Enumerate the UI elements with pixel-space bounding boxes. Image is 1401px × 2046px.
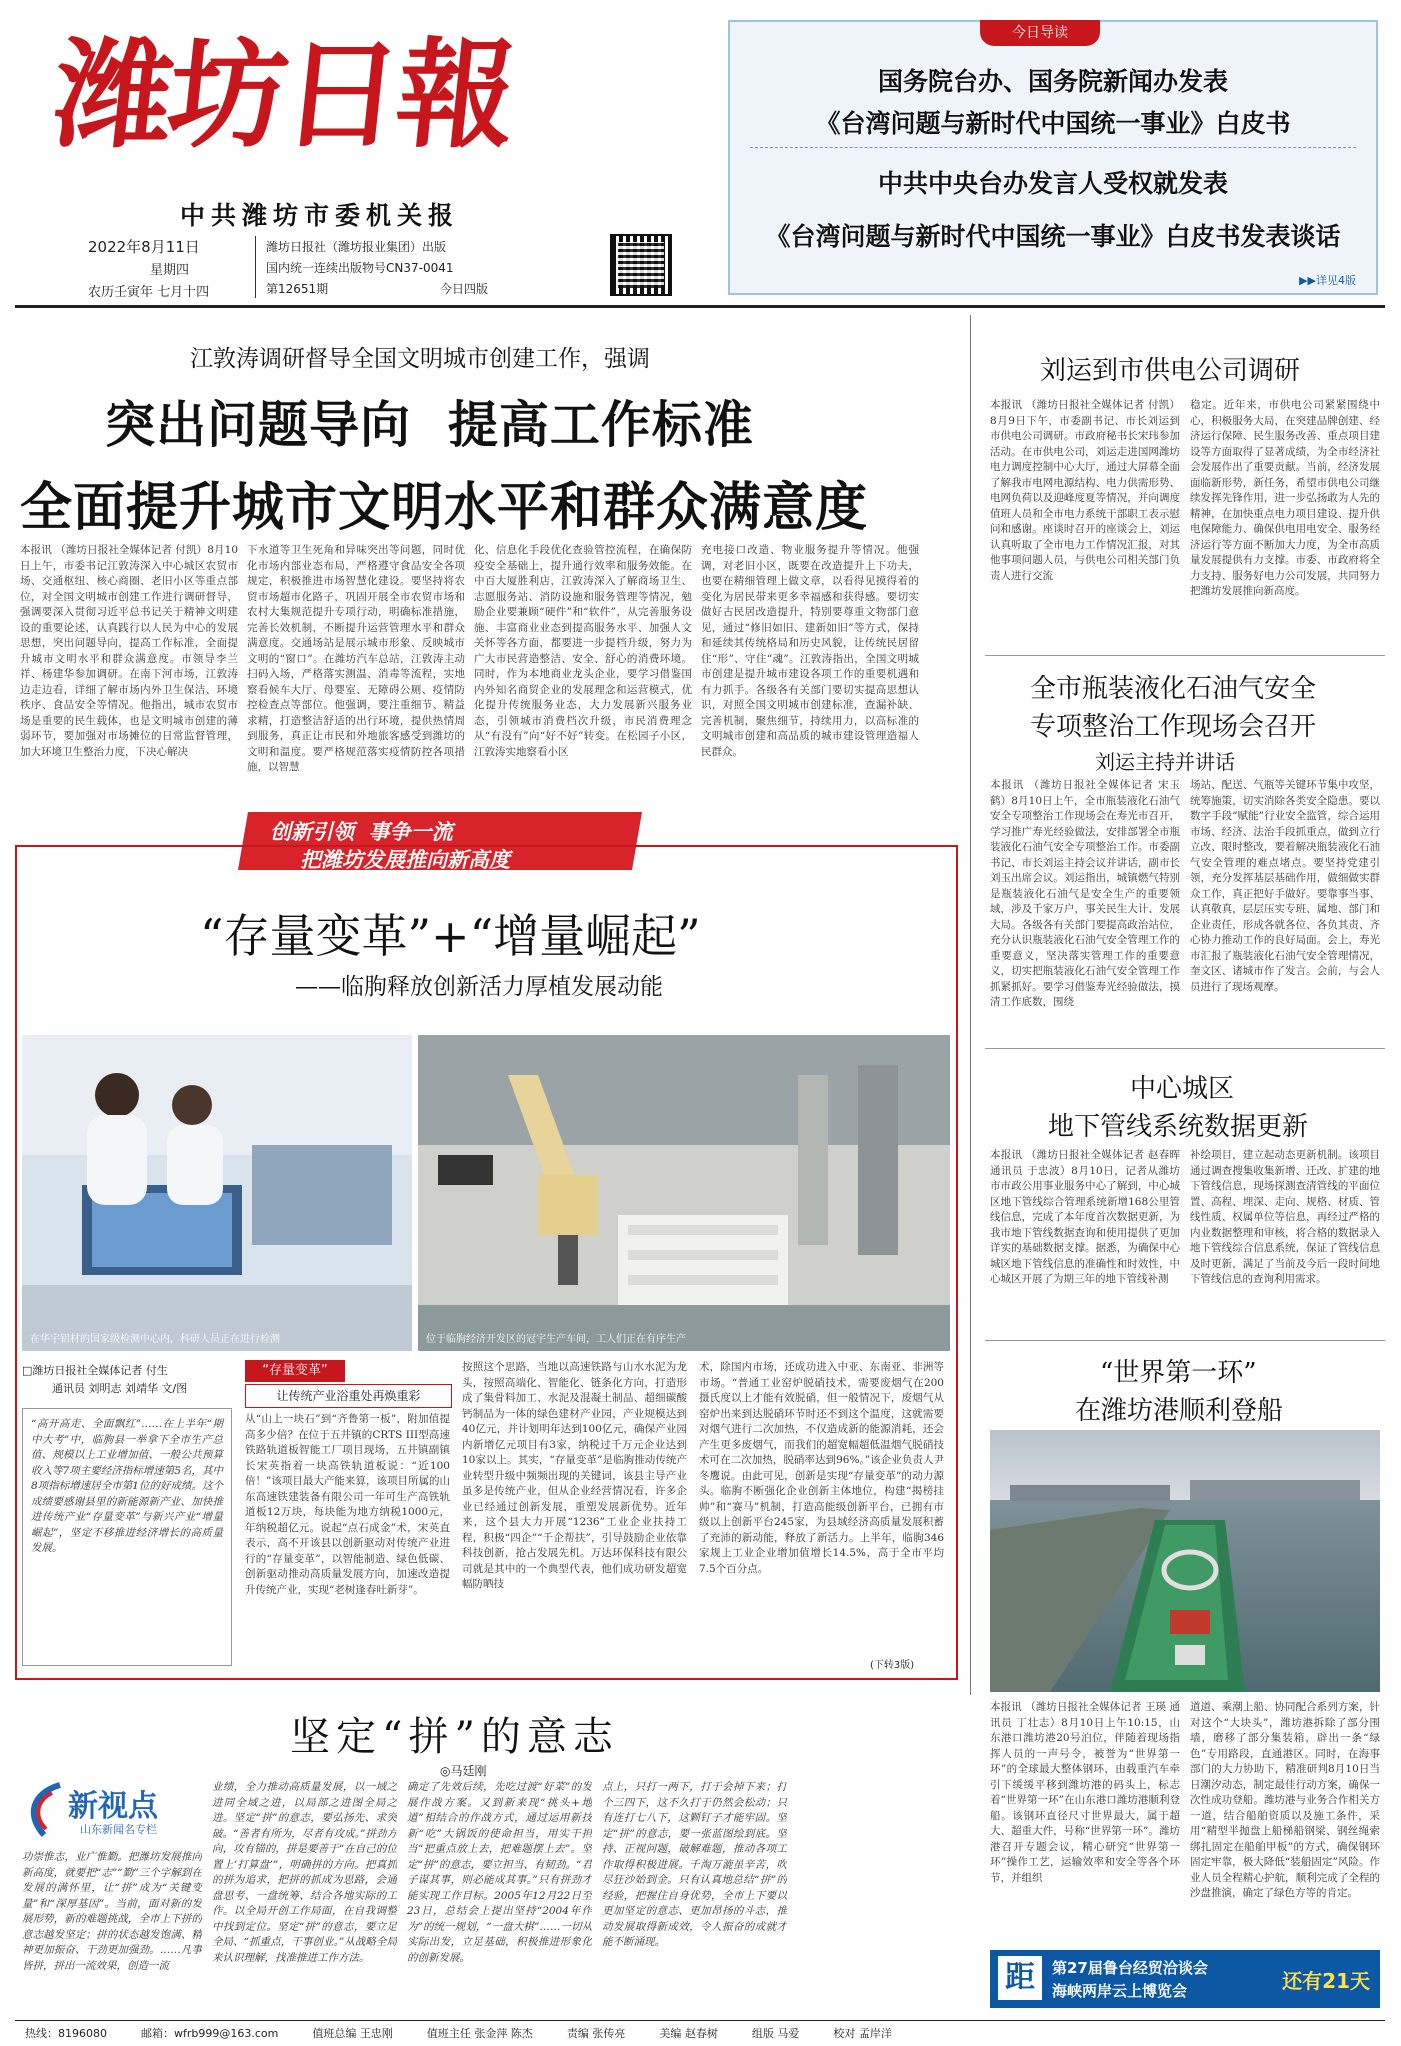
lead-title-1[interactable]: 突出问题导向 提高工作标准 [105, 395, 754, 454]
lead-col-1: 本报讯 （潍坊日报社全媒体记者 付凯）8月10日上午，市委书记江敦涛深入中心城区农贸市场、交通枢纽、核心商圈、老旧小区等重点部位，对全国文明城市创建工作进行调研督导，强调要深入贯彻习近平总书记关于精神文明建设的重要论述，认真践行以人民为中心的发展思想，突出问题导向，提高工作标准，全面提升城市文明水平和群众满意度。市领导李兰祥、杨建华参加调研。在南下河市场，江敦涛边走边看，详细了解市场内外卫生保洁、环境秩序、食品安全等情况。他指出，城市农贸市场是重要的民生载体，也是文明城市创建的薄弱环节，要加强对市场摊位的日常监督管理，加大环境卫生整治力度，下决心解决 [20, 544, 238, 758]
pipeline-title-1[interactable]: 中心城区 [1130, 1074, 1235, 1104]
event-countdown-banner[interactable] [990, 1950, 1380, 2008]
banner-line-1: 创新引领 事争一流 [270, 820, 453, 844]
lead-col-4: 充电接口改造、物业服务提升等情况。他强调，对老旧小区，既要在改造提升上下功夫，也要在精细管理上做文章，以看得见摸得着的变化为居民带来更多幸福感和获得感。要切实做好古民居改造提升，特别要尊重文物部门意见，通过“修旧如旧、建新如旧”等方式，保持和延续其传统格局和历史风貌，让传统民居留住“形”、守住“魂”。江敦涛指出，全国文明城市创建是提升城市建设各项工作的重要机遇和有力抓手。各级各有关部门要切实提高思想认识，对照全国文明城市创建标准，查漏补缺、完善机制，聚焦细节，持续用力，以高标准的文明城市创建和高品质的城市建设管理造福人民群众。 [701, 544, 919, 758]
power-title[interactable]: 刘运到市供电公司调研 [1040, 356, 1301, 386]
lab-image [22, 1035, 412, 1351]
guide-item1-line2[interactable]: 《台湾问题与新时代中国统一事业》白皮书 [815, 109, 1291, 138]
issue-weekday: 星期四 [150, 263, 190, 278]
section-subtitle: 让传统产业浴重处再焕重彩 [245, 1384, 452, 1408]
ring-title-2[interactable]: 在潍坊港顺利登船 [1075, 1396, 1284, 1426]
lpg-col-2: 场站、配送、气瓶等关键环节集中攻坚，统筹施策，切实消除各类安全隐患。要以数字手段“赋能”行业安全监管，综合运用市场、经济、法治手段抓重点，做到立行立改、限时整改，要着解决瓶装液化石油气安全管理的难点堵点。要坚持党建引领，充分发挥基层基础作用，做细做实群众工作，真正把好手做好。要靠事当事、认真敬真，层层压实专班、属地、部门和企业责任，形成各就各位、各负其责、齐心协力推动工作的良好局面。会上，寿光市汇报了瓶装液化石油气安全管理情况，奎文区、诸城市作了发言。会前，与会人员进行了现场观摩。 [1190, 779, 1380, 993]
commentary-author: ◎马廷刚 [440, 1764, 487, 1778]
ring-col-2: 道道、乘潮上船、协同配合系列方案，针对这个“大块头”，潍坊港拆除了部分围墙，磨移了部分集装箱，辟出一条“绿色”专用路段，直通港区。同时，在海事部门的大力协助下，精准研判8月10日当日潮汐动态，制定最佳行动方案，确保一次性成功登船。潍坊港与业务合作相关方一道，结合船舶资质以及施工条件，采用“精型半抛盘上船梯船钢梁、钢丝绳索绑扎固定在船舶甲板”的方式，确保钢环固定牢靠，极大降低“装船固定”风险。作业人员全程精心护航，顺利完成了全程的沙盘推演，确定了绿色方等的肯定。 [1190, 1701, 1380, 1899]
commentary-col-3: 确定了先效后续，先吃过渡“好菜”的发展作战方案。又到新来现“挑头+地道”相结合的作战方式，通过运用新技新“吃”大锅饭的使命担当，用实干担当“把重点放上去，把难题摆上去”。坚定“拼”的意志，要立担当、有韧劲。“君子谋其事，则必能成其事。”只有拼劲才能实现工作目标。2005年12月22日至23日，总结会上提出坚持“2004年作为”的统一规划，“一盘大棋”……一切从实际出发，立足基础，积极推进形象化的创新发展。 [407, 1781, 592, 1964]
issue-date: 2022年8月11日 [88, 238, 200, 256]
footer-proofreader: 校对 孟岸洋 [833, 2027, 892, 2040]
commentary-col-2: 业绩，全力推动高质量发展，以一域之进同全域之进，以局部之进图全局之进。坚定“拼”的意志，要弘扬先、求突破。“善者有所为，尽者有攻成。”拼劲方向，攻有锚的，拼是要善于“在自己的位置上‘打算盘’”，明确拼的方向。把真抓的拼为追求，把拼的抓成为思路，会通盘思考、一盘统筹、结合各地实际的工作。以全局开创工作局面，在自我调整中找到定位。坚定“拼”的意志，要立足全局、“抓重点，干事创业。”从战略全局来认识理解，找准推进工作方法。 [212, 1781, 397, 1964]
lpg-title-1[interactable]: 全市瓶装液化石油气安全 [1030, 674, 1317, 704]
issn-line: 国内统一连续出版物号CN37-0041 [266, 261, 454, 275]
logo-text: 新视点 [68, 1789, 158, 1824]
footer-duty-director: 值班主任 张金萍 陈杰 [426, 2027, 533, 2040]
issue-lunar: 农历壬寅年 七月十四 [88, 285, 210, 300]
commentary-col-4: 点上，只打一两下，打于会掉下来；打个三四下，这不久打于仍然会松动；只有连打七八下，这颗钉子才能牢固。坚定“拼”的意志，要一张蓝图绘到底。坚持、正视问题，破解难题，推动各项工作取得积极进展。千淘万漉虽辛苦，吹尽狂沙始到金。只有认真地总结“拼”的经验，把握住自身优势，全市上下要以更加坚定的意志、更加昂扬的斗志，推动发展取得新成效，令人振奋的成就才能不断涌现。 [602, 1781, 787, 1948]
section-tag: “存量变革” [245, 1360, 345, 1382]
lead-col-3: 化、信息化手段优化查验管控流程，在确保防疫安全基础上，提升通行效率和服务效能。在中百大厦胜利店，江敦涛深入了解商场卫生、志愿服务站、消防设施和服务管理等情况，勉励企业要兼顾“硬件”和“软件”，从完善服务设施、丰富商业业态到提高服务水平、加强人文关怀等各方面，都要进一步提档升级，努力为广大市民营造整洁、安全、舒心的消费环境。同时，作为本地商业龙头企业，要学习借鉴国内外知名商贸企业的发展理念和运营模式，优化提升传统服务业态，大力发展新兴服务业态，引领城市消费档次升级，市民消费理念从“有没有”向“好不好”转变。在松园子小区，江敦涛实地察看小区 [474, 544, 692, 758]
feature-continued[interactable]: (下转3版) [870, 1660, 915, 1671]
today-guide-box [728, 20, 1378, 295]
publisher-line: 潍坊日报社（潍坊报业集团）出版 [266, 240, 447, 254]
feature-byline-2: 通讯员 刘明志 刘靖华 文/图 [52, 1382, 188, 1395]
issue-number: 第12651期 [266, 282, 329, 296]
feature-col-4: 术，除国内市场，还成功进入中亚、东南亚、非洲等市场。“普通工业窑炉脱硝技术，需要废烟气在200摄氏度以上才能有效脱硝，但一般情况下，废烟气从窑炉出来到达脱硝环节时还不到这个温度，这就需要对烟气进行二次加热，不仅造成新的能源消耗，还会产生更多废烟气，而我们的超宽幅超低温烟气脱硝技术可在二次加热，脱硝率达到96%。”该企业负责人尹冬鹰说。由此可见，创新是实现“存量变革”的动力源头。临朐不断强化企业创新主体地位，构建“揭榜挂帅”和“赛马”机制，打造高能级创新平台，已拥有市级以上创新平台245家，为县域经济高质量发展积蓄了充沛的新动能，释放了新活力。上半年，临朐346家规上工业企业增加值增长14.5%，高于全市平均7.5个百分点。 [699, 1361, 944, 1575]
event-badge: 距 [998, 1956, 1042, 2000]
pipeline-col-1: 本报讯 （潍坊日报社全媒体记者 赵春晖 通讯员 于忠波）8月10日，记者从潍坊市市政公用事业服务中心了解到，中心城区地下管线综合管理系统新增168公里管线信息，完成了本年度首次数据更新，为我市地下管线数据查询和使用提供了更加详实的基础数据支撑。据悉，为确保中心城区地下管线信息的准确性和时效性，中心城区开展了为期三年的地下管线补测 [990, 1149, 1180, 1285]
commentary-col-1: 功崇惟志，业广惟勤。把潍坊发展推向新高度，就要把“志”“勤”三个字解到在发展的满怀里，让“拼”成为“关键变量”和“深厚基因”。当前，面对新的发展形势，新的难题挑战，全市上下拼的意志越发坚定；拼的状态越发饱满、精神更加振奋、干劲更加强劲。……凡事皆拼，拼出一流效果，创造一流 [22, 1851, 202, 1972]
banner-line-2: 把潍坊发展推向新高度 [300, 848, 510, 872]
lpg-col-1: 本报讯 （潍坊日报社全媒体记者 宋玉鹤）8月10日上午，全市瓶装液化石油气安全专项整治工作现场会在寿光市召开，学习推广寿光经验做法，安排部署全市瓶装液化石油气安全专项整治工作。市委副书记、市长刘运主持会议并讲话，副市长刘玉出席会议。刘运指出，城镇燃气特别是瓶装液化石油气是安全生产的重要领域，涉及千家万户，事关民生大计、发展大局。各级各有关部门要提高政治站位，充分认识瓶装液化石油气安全管理工作的重要意义，坚决落实管理工作的重要意义，切实把瓶装液化石油气安全管理工作抓紧抓好。要学习借鉴寿光经验做法，摸清工作底数，围绕 [990, 779, 1180, 1008]
feature-intro: “高开高走、全面飘红”……在上半年“期中大考”中，临朐县一举拿下全市生产总值、规模以上工业增加值、一般公共预算收入等7项主要经济指标增速第5名，其中8项指标增速居全市第1位的好成绩。这个成绩要感谢县里的新能源新产业、加快推进传统产业“存量变革”与新兴产业“增量崛起”，坚定不移推进经济增长的高质量发展。 [22, 1408, 232, 1666]
masthead-subtitle: 中共潍坊市委机关报 [180, 201, 460, 230]
logo-subtext: 山东新闻名专栏 [80, 1823, 157, 1836]
ring-title-1[interactable]: “世界第一环” [1100, 1358, 1257, 1388]
lpg-title-2[interactable]: 专项整治工作现场会召开 [1030, 712, 1317, 742]
lead-col-2: 下水道等卫生死角和异味突出等问题，同时优化市场内部业态布局，严格遵守食品安全各项规定，积极推进市场智慧化建设。要坚持将农贸市场超市化路子，巩固开展全市农贸市场和农村大集规范提升专项行动，明确标准措施，完善长效机制，不断提升运营管理水平和群众满意度。交通场站是展示城市形象、反映城市文明的“窗口”。在潍坊汽车总站，江敦涛主动扫码入场，严格落实测温、消毒等流程，实地察看候车大厅、母婴室、无障碍公厕、疫情防控检查点等部位。他强调，要注重细节、精益求精，打造整洁舒适的出行环境，提供热情周到服务，真正让市民和外地旅客感受到潍坊的文明和温度。要严格规范落实疫情防控各项措施，以智慧 [247, 544, 465, 773]
footer-hotline: 热线：8196080 [25, 2027, 107, 2040]
event-countdown: 还有21天 [1282, 1969, 1370, 1993]
power-col-2: 稳定。近年来，市供电公司紧紧围绕中心，积极服务大局，在突建品牌创建、经济运行保障、民生服务改善、重点项目建设等方面取得了显著成绩，为全市经济社会发展作出了重要贡献。当前，经济发展面临新形势，新任务，希望市供电公司继续发挥先锋作用，进一步弘扬敢为人先的精神，在加快重点电力项目建设、提升供电保障能力、确保供电用电安全、服务经济运行等方面不断加大力度，为全市高质量发展提供有力支撑。市委、市政府将全力支持、服务好电力公司发展，共同努力把潍坊发展推向新高度。 [1190, 399, 1380, 597]
lpg-subtitle: 刘运主持并讲话 [1095, 750, 1235, 774]
masthead-title: 潍坊日報 [47, 25, 519, 164]
feature-col-2: 从“山上一块石”到“齐鲁第一板”，附加值提高多少倍？在位于五井镇的CRTS III型高速铁路轨道板智能工厂项目现场，五井镇副镇长宋英指着一块高铁轨道板说：“近100倍！”该项目最大产能来算，该项目所属的山东高速铁建装备有限公司一年可生产高铁轨道板12万块，每块能为地方纳税1000元，年纳税超亿元。说起“点石成金”术，宋英直表示，高不开该县以创新驱动对传统产业进行的“存量变革”，以智能制造、绿色低碳、创新驱动推动高质量发展方向，加速改造提升传统产业，实现“老树逢春吐新芽”。 [245, 1413, 450, 1596]
guide-item2-line1[interactable]: 中共中央台办发言人受权就发表 [877, 169, 1228, 198]
factory-photo [418, 1035, 950, 1351]
port-ship-image [990, 1430, 1380, 1692]
footer-layout: 组版 马爱 [751, 2027, 800, 2040]
feature-subtitle: ——临朐释放创新活力厚植发展动能 [295, 974, 663, 1000]
commentary-col-5 [797, 1780, 957, 2015]
lead-title-2[interactable]: 全面提升城市文明水平和群众满意度 [20, 477, 869, 538]
factory-image [418, 1035, 950, 1351]
guide-item1-line1[interactable]: 国务院台办、国务院新闻办发表 [877, 67, 1228, 96]
feature-title[interactable]: “存量变革”+“增量崛起” [200, 909, 701, 963]
event-line-2: 海峡两岸云上博览会 [1052, 1982, 1188, 2000]
lab-photo-caption: 在华宇铝材的国家级检测中心内，科研人员正在进行检测 [30, 1334, 280, 1345]
feature-byline-1: □潍坊日报社全媒体记者 付生 [22, 1364, 168, 1377]
new-viewpoint-logo [22, 1775, 202, 1845]
event-line-1: 第27届鲁台经贸洽谈会 [1052, 1959, 1208, 1977]
pipeline-col-2: 补绘项目，建立起动态更新机制。该项目通过调查搜集收集新增、迁改、扩建的地下管线信息，现场探测查清管线的平面位置、高程、埋深、走向、规格、材质、管线性质、权属单位等信息，再经过严格的内业数据整理和审核，将合格的数据录入地下管线综合信息系统，保证了管线信息及时更新，满足了当前及今后一段时间地下管线信息的查询利用需求。 [1190, 1149, 1380, 1285]
footer-bar [25, 2025, 1375, 2043]
masthead-logo [47, 20, 575, 190]
port-photo [990, 1430, 1380, 1692]
commentary-title[interactable]: 坚定“拼”的意志 [290, 1714, 619, 1760]
lead-kicker: 江敦涛调研督导全国文明城市创建工作，强调 [190, 346, 650, 372]
qr-code[interactable] [612, 236, 670, 294]
footer-duty-editor: 值班总编 王忠刚 [312, 2027, 393, 2040]
footer-editor: 责编 张传亮 [566, 2027, 626, 2040]
footer-designer: 美编 赵春树 [659, 2027, 718, 2040]
today-guide-badge: 今日导读 [980, 20, 1100, 46]
page-count: 今日四版 [440, 282, 489, 296]
ring-col-1: 本报讯 （潍坊日报社全媒体记者 王瑛 通讯员 丁壮志）8月10日上午10:15，山东港口潍坊港20号泊位，伴随着现场指挥人员的一声号令，被誉为“世界第一环”的全球最大整体钢环，由载重汽车牵引下缓缓平移到潍坊港的码头上，标志着“世界第一环”在山东港口潍坊港顺利登船。该钢环直径尺寸世界最大，属于超大、超重大件，号称“世界第一环”。潍坊港召开专题会议，精心研究“世界第一环”操作工艺，运输效率和安全等各个环节，并组织 [990, 1701, 1180, 1884]
guide-more-link[interactable]: ▶▶详见4版 [1299, 274, 1356, 287]
swirl-icon [22, 1779, 66, 1839]
factory-photo-caption: 位于临朐经济开发区的冠宇生产车间，工人们正在有序生产 [426, 1334, 686, 1345]
footer-email[interactable]: 邮箱：wfrb999@163.com [141, 2027, 279, 2040]
lab-photo [22, 1035, 412, 1351]
pipeline-title-2[interactable]: 地下管线系统数据更新 [1048, 1112, 1309, 1142]
guide-item2-line2[interactable]: 《台湾问题与新时代中国统一事业》白皮书发表谈话 [765, 222, 1341, 251]
feature-col-3: 按照这个思路，当地以高速铁路与山水水泥为龙头，按照高端化、智能化、链条化方向，打造形成了集骨料加工、水泥及混凝土制品、超细碳酸钙制品为一体的绿色建材产业园，产业规模达到40亿元，并计划明年达到100亿元，确保产业园内新增亿元项目有3家，纳税过千万元企业达到10家以上。其实，“存量变革”是临朐推动传统产业转型升级中频频出现的关键词，该县主导产业虽多是传统产业，但从企业经营情况看，许多企业已经通过创新发展，重塑发展新优势。近年来，这个县大力开展“1236”工业企业扶持工程，积极“四企”“千企帮扶”，引导鼓励企业依靠科技创新，抢占发展先机。万达环保科技有限公司就是其中的一个典型代表，他们成功研发超宽幅防晒技 [462, 1361, 687, 1590]
power-col-1: 本报讯 （潍坊日报社全媒体记者 付凯）8月9日下午，市委副书记、市长刘运到市供电公司调研。市政府秘书长宋玮参加活动。在市供电公司，刘运走进国网潍坊电力调度控制中心大厅，通过大屏幕全面了解我市电网电源结构、电力供需形势、电网负荷以及迎峰度夏等情况，并向调度值班人员和全市电力系统干部职工表示慰问和感谢。座谈时召开的座谈会上，刘运认真听取了全市电力工作情况汇报，对其他事项问题人员，与供电公司相关部门负责人进行交流 [990, 399, 1180, 582]
